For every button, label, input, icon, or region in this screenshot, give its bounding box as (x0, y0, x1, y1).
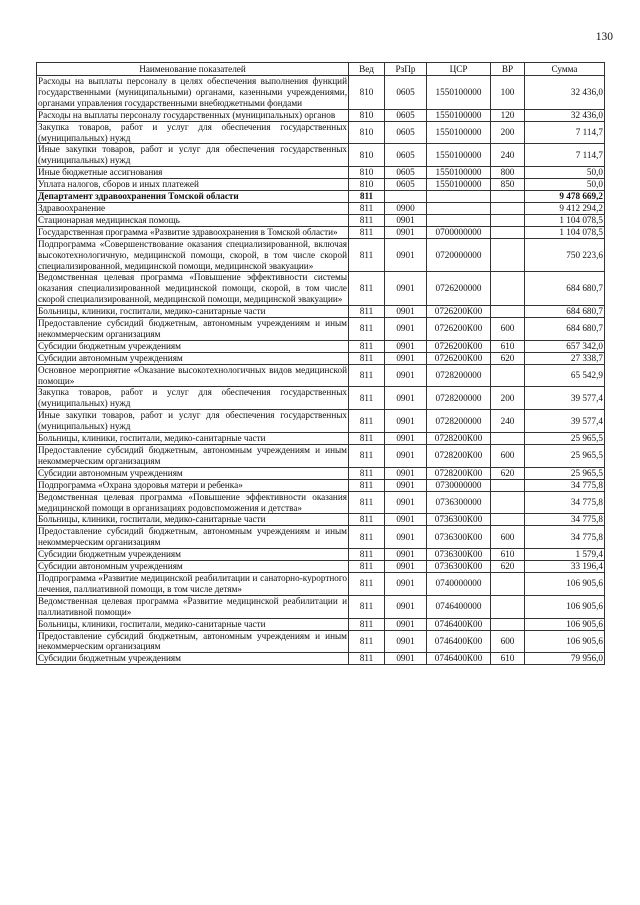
table-row (37, 445, 605, 468)
cell-sum: 25 965,5 (525, 467, 605, 479)
cell-vr: 200 (491, 121, 525, 144)
table-row (37, 467, 605, 479)
table-row (37, 340, 605, 352)
cell-name: Здравоохранение (37, 202, 349, 214)
cell-csr: 0728200000 (427, 364, 491, 387)
cell-name: Стационарная медицинская помощь (37, 214, 349, 226)
table-row (37, 526, 605, 549)
table-row (37, 167, 605, 179)
table-row (37, 433, 605, 445)
cell-csr (427, 202, 491, 214)
cell-vr (491, 226, 525, 238)
cell-rzpr: 0901 (385, 491, 427, 514)
cell-ved: 811 (349, 318, 385, 341)
cell-sum: 106 905,6 (525, 572, 605, 595)
cell-vr: 240 (491, 144, 525, 167)
cell-name: Больницы, клиники, госпитали, медико-санитарные части (37, 618, 349, 630)
cell-ved: 811 (349, 491, 385, 514)
cell-vr: 600 (491, 630, 525, 653)
cell-name: Субсидии бюджетным учреждениям (37, 340, 349, 352)
cell-name: Закупка товаров, работ и услуг для обеспечения государственных (муниципальных) нужд (38, 121, 347, 143)
cell-csr: 0726200К00 (427, 340, 491, 352)
cell-csr: 1550100000 (427, 121, 491, 144)
cell-rzpr: 0901 (385, 433, 427, 445)
table-row (37, 76, 605, 110)
cell-rzpr: 0901 (385, 410, 427, 433)
cell-ved: 810 (349, 121, 385, 144)
cell-sum: 34 775,8 (525, 526, 605, 549)
cell-name: Иные закупки товаров, работ и услуг для обеспечения государственных (муниципальных) нужд (38, 410, 347, 432)
cell-sum: 9 412 294,2 (525, 202, 605, 214)
cell-sum: 50,0 (525, 167, 605, 179)
cell-ved: 811 (349, 387, 385, 410)
cell-ved: 811 (349, 514, 385, 526)
cell-rzpr: 0901 (385, 595, 427, 618)
cell-ved: 811 (349, 467, 385, 479)
cell-vr (491, 272, 525, 306)
cell-csr: 1550100000 (427, 179, 491, 191)
cell-ved: 811 (349, 238, 385, 272)
cell-csr: 0728200К00 (427, 467, 491, 479)
cell-ved: 811 (349, 191, 385, 203)
cell-name: Предоставление субсидий бюджетным, автономным учреждениям и иным некоммерческим организациям (38, 445, 347, 466)
table-row (37, 272, 605, 306)
cell-vr: 850 (491, 179, 525, 191)
cell-rzpr: 0605 (385, 121, 427, 144)
cell-sum: 106 905,6 (525, 630, 605, 653)
cell-ved: 811 (349, 479, 385, 491)
table-row (37, 214, 605, 226)
cell-sum: 106 905,6 (525, 618, 605, 630)
cell-csr: 0726200000 (427, 272, 491, 306)
cell-name: Больницы, клиники, госпитали, медико-санитарные части (37, 514, 349, 526)
cell-vr: 610 (491, 340, 525, 352)
cell-sum: 684 680,7 (525, 318, 605, 341)
cell-vr (491, 238, 525, 272)
cell-vr (491, 433, 525, 445)
cell-csr: 0720000000 (427, 238, 491, 272)
cell-sum: 32 436,0 (525, 109, 605, 121)
cell-sum: 750 223,6 (525, 238, 605, 272)
table-row (37, 121, 605, 144)
cell-name: Основное мероприятие «Оказание высокотехнологичных видов медицинской помощи» (38, 364, 347, 386)
table-row (37, 653, 605, 665)
cell-name: Субсидии бюджетным учреждениям (37, 653, 349, 665)
table-body (37, 76, 605, 665)
header-row (37, 63, 605, 76)
cell-rzpr: 0605 (385, 144, 427, 167)
cell-name: Больницы, клиники, госпитали, медико-санитарные части (37, 306, 349, 318)
cell-rzpr: 0901 (385, 549, 427, 561)
cell-sum: 33 196,4 (525, 561, 605, 573)
cell-vr: 240 (491, 410, 525, 433)
cell-vr: 620 (491, 352, 525, 364)
cell-name: Субсидии бюджетным учреждениям (37, 549, 349, 561)
column-header-rzpr: РзПр (385, 63, 427, 76)
cell-csr: 0726200К00 (427, 352, 491, 364)
cell-csr: 1550100000 (427, 144, 491, 167)
cell-csr: 0728200000 (427, 387, 491, 410)
cell-rzpr: 0901 (385, 318, 427, 341)
cell-csr: 1550100000 (427, 109, 491, 121)
cell-csr: 0746400К00 (427, 618, 491, 630)
cell-rzpr: 0901 (385, 364, 427, 387)
cell-sum: 106 905,6 (525, 595, 605, 618)
cell-rzpr (385, 191, 427, 203)
cell-rzpr: 0901 (385, 630, 427, 653)
cell-ved: 810 (349, 144, 385, 167)
cell-rzpr: 0605 (385, 179, 427, 191)
cell-vr: 120 (491, 109, 525, 121)
cell-rzpr: 0901 (385, 238, 427, 272)
cell-ved: 811 (349, 340, 385, 352)
cell-csr: 0700000000 (427, 226, 491, 238)
cell-rzpr: 0901 (385, 653, 427, 665)
cell-name: Предоставление субсидий бюджетным, автономным учреждениям и иным некоммерческим организациям (38, 526, 347, 548)
cell-sum: 7 114,7 (525, 144, 605, 167)
cell-sum: 32 436,0 (525, 76, 605, 110)
cell-sum: 684 680,7 (525, 306, 605, 318)
table-row (37, 318, 605, 341)
cell-name: Иные бюджетные ассигнования (37, 167, 349, 179)
cell-ved: 811 (349, 214, 385, 226)
cell-ved: 810 (349, 179, 385, 191)
cell-ved: 811 (349, 226, 385, 238)
cell-name: Предоставление субсидий бюджетным, автономным учреждениям и иным некоммерческим организациям (38, 630, 347, 652)
table-row (37, 226, 605, 238)
cell-name: Государственная программа «Развитие здравоохранения в Томской области» (37, 226, 349, 238)
cell-sum: 684 680,7 (525, 272, 605, 306)
cell-sum: 7 114,7 (525, 121, 605, 144)
cell-sum: 34 775,8 (525, 514, 605, 526)
cell-rzpr: 0901 (385, 467, 427, 479)
cell-ved: 811 (349, 352, 385, 364)
cell-rzpr: 0901 (385, 618, 427, 630)
cell-ved: 811 (349, 549, 385, 561)
table-row (37, 514, 605, 526)
cell-csr: 1550100000 (427, 167, 491, 179)
cell-name: Департамент здравоохранения Томской области (37, 191, 349, 203)
table-row (37, 364, 605, 387)
table-row (37, 387, 605, 410)
cell-vr (491, 191, 525, 203)
cell-ved: 811 (349, 202, 385, 214)
cell-ved: 811 (349, 306, 385, 318)
cell-sum: 50,0 (525, 179, 605, 191)
cell-rzpr: 0901 (385, 306, 427, 318)
cell-name: Подпрограмма «Развитие медицинской реабилитации и санаторно-курортного лечения, паллиативной помощи, в том числе детям» (38, 572, 347, 594)
cell-vr: 200 (491, 387, 525, 410)
table-row (37, 202, 605, 214)
cell-ved: 811 (349, 445, 385, 468)
cell-vr (491, 364, 525, 387)
cell-rzpr: 0900 (385, 202, 427, 214)
table-row (37, 179, 605, 191)
cell-sum: 39 577,4 (525, 410, 605, 433)
cell-csr: 0746400000 (427, 595, 491, 618)
cell-sum: 27 338,7 (525, 352, 605, 364)
cell-ved: 811 (349, 410, 385, 433)
table-row (37, 618, 605, 630)
cell-csr: 1550100000 (427, 76, 491, 110)
cell-ved: 811 (349, 433, 385, 445)
cell-vr: 600 (491, 526, 525, 549)
cell-vr: 100 (491, 76, 525, 110)
cell-name: Закупка товаров, работ и услуг для обеспечения государственных (муниципальных) нужд (38, 387, 347, 409)
cell-ved: 811 (349, 526, 385, 549)
table-row (37, 491, 605, 514)
cell-vr: 620 (491, 467, 525, 479)
cell-vr: 610 (491, 653, 525, 665)
column-header-csr: ЦСР (427, 63, 491, 76)
cell-rzpr: 0901 (385, 572, 427, 595)
cell-sum: 79 956,0 (525, 653, 605, 665)
cell-csr: 0736300000 (427, 491, 491, 514)
cell-ved: 810 (349, 109, 385, 121)
table-row (37, 410, 605, 433)
table-row (37, 144, 605, 167)
cell-vr (491, 202, 525, 214)
cell-vr: 600 (491, 445, 525, 468)
budget-table (36, 62, 605, 665)
cell-name: Расходы на выплаты персоналу государственных (муниципальных) органов (37, 109, 349, 121)
column-header-ved: Вед (349, 63, 385, 76)
cell-csr (427, 214, 491, 226)
cell-name: Субсидии автономным учреждениям (37, 467, 349, 479)
cell-name: Больницы, клиники, госпитали, медико-санитарные части (37, 433, 349, 445)
cell-rzpr: 0901 (385, 214, 427, 226)
cell-vr (491, 595, 525, 618)
cell-ved: 811 (349, 595, 385, 618)
cell-name: Субсидии автономным учреждениям (37, 561, 349, 573)
cell-rzpr: 0901 (385, 445, 427, 468)
cell-ved: 811 (349, 630, 385, 653)
cell-vr (491, 491, 525, 514)
cell-csr: 0736300К00 (427, 514, 491, 526)
cell-csr: 0728200000 (427, 410, 491, 433)
column-header-vr: ВР (491, 63, 525, 76)
cell-ved: 811 (349, 364, 385, 387)
cell-csr: 0726200К00 (427, 318, 491, 341)
cell-ved: 811 (349, 561, 385, 573)
cell-ved: 811 (349, 572, 385, 595)
cell-sum: 1 104 078,5 (525, 226, 605, 238)
cell-ved: 811 (349, 618, 385, 630)
cell-vr (491, 618, 525, 630)
cell-vr: 800 (491, 167, 525, 179)
table-row (37, 479, 605, 491)
table-row (37, 595, 605, 618)
cell-sum: 65 542,9 (525, 364, 605, 387)
cell-csr: 0736300К00 (427, 561, 491, 573)
cell-csr: 0728200К00 (427, 445, 491, 468)
cell-name: Расходы на выплаты персоналу в целях обеспечения выполнения функций государственными (муниципальными) органами, казенными учреждениями, органами управления государственными внебюджетными фондами (38, 76, 347, 108)
cell-rzpr: 0901 (385, 272, 427, 306)
cell-rzpr: 0901 (385, 514, 427, 526)
table-row (37, 561, 605, 573)
cell-sum: 34 775,8 (525, 479, 605, 491)
cell-ved: 811 (349, 272, 385, 306)
table-row (37, 352, 605, 364)
cell-csr: 0740000000 (427, 572, 491, 595)
cell-ved: 810 (349, 76, 385, 110)
cell-csr (427, 191, 491, 203)
cell-vr (491, 479, 525, 491)
cell-sum: 9 478 669,2 (525, 191, 605, 203)
cell-name: Подпрограмма «Совершенствование оказания специализированной, включая высокотехнологичную, медицинской помощи, скорой, в том числе скорой специализированной, медицинской помощи, медицинской эвакуации» (38, 238, 347, 271)
cell-name: Иные закупки товаров, работ и услуг для обеспечения государственных (муниципальных) нужд (38, 144, 347, 166)
cell-csr: 0736300К00 (427, 526, 491, 549)
cell-vr: 620 (491, 561, 525, 573)
cell-vr: 610 (491, 549, 525, 561)
table-row (37, 630, 605, 653)
column-header-name: Наименование показателей (37, 63, 349, 76)
cell-csr: 0730000000 (427, 479, 491, 491)
page-number: 130 (595, 31, 613, 43)
cell-vr (491, 572, 525, 595)
cell-sum: 1 579,4 (525, 549, 605, 561)
table-row (37, 109, 605, 121)
cell-rzpr: 0901 (385, 561, 427, 573)
cell-sum: 34 775,8 (525, 491, 605, 514)
cell-csr: 0728200К00 (427, 433, 491, 445)
cell-rzpr: 0901 (385, 479, 427, 491)
cell-rzpr: 0605 (385, 76, 427, 110)
cell-vr: 600 (491, 318, 525, 341)
cell-sum: 25 965,5 (525, 433, 605, 445)
cell-rzpr: 0901 (385, 526, 427, 549)
cell-sum: 657 342,0 (525, 340, 605, 352)
cell-rzpr: 0605 (385, 109, 427, 121)
cell-sum: 39 577,4 (525, 387, 605, 410)
table-row (37, 549, 605, 561)
cell-sum: 25 965,5 (525, 445, 605, 468)
table-row (37, 572, 605, 595)
cell-ved: 811 (349, 653, 385, 665)
cell-sum: 1 104 078,5 (525, 214, 605, 226)
cell-vr (491, 514, 525, 526)
cell-name: Субсидии автономным учреждениям (37, 352, 349, 364)
cell-rzpr: 0901 (385, 226, 427, 238)
cell-name: Подпрограмма «Охрана здоровья матери и ребенка» (37, 479, 349, 491)
cell-name: Уплата налогов, сборов и иных платежей (37, 179, 349, 191)
cell-vr (491, 214, 525, 226)
cell-csr: 0736300К00 (427, 549, 491, 561)
cell-vr (491, 306, 525, 318)
cell-ved: 810 (349, 167, 385, 179)
table-row (37, 306, 605, 318)
cell-csr: 0746400К00 (427, 630, 491, 653)
cell-name: Ведомственная целевая программа «Повышение эффективности системы оказания специализированной медицинской помощи, скорой, в том числе скорой специализированной, медицинской помощи, медицинской эвакуации» (38, 272, 347, 305)
cell-csr: 0746400К00 (427, 653, 491, 665)
table-row (37, 238, 605, 272)
cell-rzpr: 0605 (385, 167, 427, 179)
cell-name: Ведомственная целевая программа «Развитие медицинской реабилитации и паллиативной помощи» (38, 595, 347, 617)
cell-name: Ведомственная целевая программа «Повышение эффективности оказания медицинской помощи в организациях родовспоможения и детства» (38, 491, 347, 513)
column-header-sum: Сумма (525, 63, 605, 76)
cell-name: Предоставление субсидий бюджетным, автономным учреждениям и иным некоммерческим организациям (38, 318, 347, 339)
cell-rzpr: 0901 (385, 352, 427, 364)
cell-rzpr: 0901 (385, 340, 427, 352)
cell-rzpr: 0901 (385, 387, 427, 410)
table-row (37, 191, 605, 203)
cell-csr: 0726200К00 (427, 306, 491, 318)
